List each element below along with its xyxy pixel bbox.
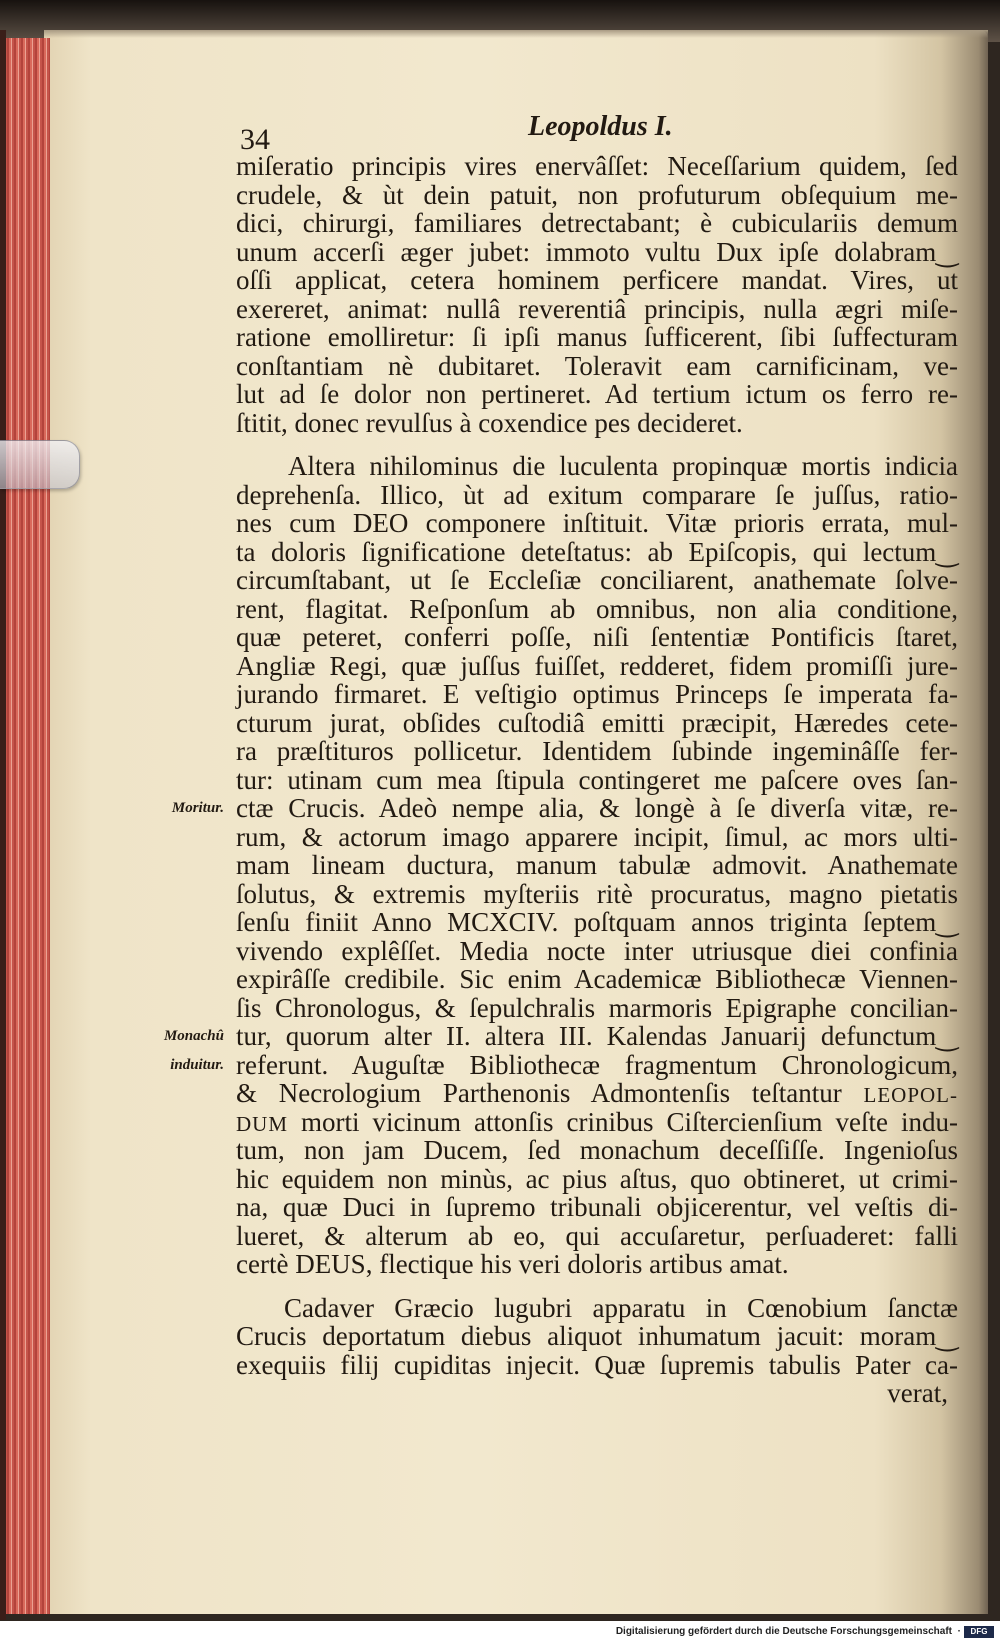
text-line-content: & Necrologium Parthenonis Admontenſis teſtantur xyxy=(236,1078,864,1108)
text-line: ra præſtituros pollicetur. Identidem ſubinde ingeminâſſe fer- xyxy=(236,736,958,766)
text-line: lueret, & alterum ab eo, qui accuſaretur, perſuaderet: falli xyxy=(236,1220,958,1251)
text-line: cturum jurat, obſides cuſtodiâ emitti præcipit, Hæredes cete- xyxy=(236,707,958,738)
text-line: Altera nihilominus die luculenta propinquæ mortis indicia xyxy=(288,451,958,481)
text-line: ſtitit, donec revulſus à coxendice pes decideret. xyxy=(236,407,743,438)
text-line: tum, non jam Ducem, ſed monachum deceſſiſſe. Ingenioſus xyxy=(236,1135,958,1165)
paragraph xyxy=(163,451,958,1279)
catchword: verat, xyxy=(887,1378,948,1408)
text-line: quæ peteret, conferri poſſe, niſi ſententiæ Pontificis ſtaret, xyxy=(236,622,958,652)
text-line: lut ad ſe dolor non pertineret. Ad tertium ictum os ferro re- xyxy=(236,379,958,409)
text-line-content: morti vicinum attonſis crinibus Ciſtercienſium veſte indu- xyxy=(288,1106,958,1137)
text-line: rum, & actorum imago apparere incipit, ſimul, ac mors ulti- xyxy=(236,821,958,852)
red-page-edge xyxy=(0,38,50,1614)
text-line: circumſtabant, ut ſe Eccleſiæ conciliarent, anathemate ſolve- xyxy=(236,565,958,595)
text-line: ratione emolliretur: ſi ipſi manus ſufficerent, ſibi ſuffecturam xyxy=(236,322,958,352)
text-line: mam lineam ductura, manum tabulæ admovit. Anathemate xyxy=(236,850,958,880)
paragraph xyxy=(236,152,958,437)
page-number: 34 xyxy=(240,123,270,156)
digitization-credit: Digitalisierung gefördert durch die Deutsche Forschungsgemeinschaft xyxy=(615,1626,952,1637)
text-line: na, quæ Duci in ſupremo tribunali objicerentur, vel veſtis di- xyxy=(236,1192,958,1222)
margin-note: Moritur. xyxy=(171,800,224,816)
text-line: exequiis filij cupiditas injecit. Quæ ſupremis tabulis Pater ca- xyxy=(236,1349,958,1380)
text-line: vivendo explêſſet. Media nocte inter utriusque diei confinia xyxy=(236,935,958,966)
plastic-clip xyxy=(0,440,80,489)
book-cover-edge xyxy=(0,30,6,1620)
running-head: Leopoldus I. xyxy=(528,111,673,142)
text-line: Angliæ Regi, quæ juſſus fuiſſet, redderet, fidem promiſſi jure- xyxy=(236,650,958,681)
text-line: Cadaver Græcio lugubri apparatu in Cœnobium ſanctæ xyxy=(284,1292,958,1323)
text-line-content: tur, quorum alter II. altera III. Kalendas Januarij defunctum‿ xyxy=(236,1021,958,1051)
body-text xyxy=(163,151,958,1408)
paragraph xyxy=(236,1294,958,1408)
text-line: ſolutus, & extremis myſteriis ritè procuratus, magno pietatis xyxy=(236,878,958,909)
text-line: hic equidem non minùs, ac pius aſtus, quo obtineret, ut crimi- xyxy=(236,1163,958,1194)
text-line: certè DEUS, flectique his veri doloris artibus amat. xyxy=(236,1249,789,1279)
small-caps-name: LEOPOL- xyxy=(863,1083,958,1107)
text-line: crudele, & ùt dein patuit, non profuturum obſequium me- xyxy=(236,179,958,210)
text-line: tur: utinam cum mea ſtipula contingeret me paſcere oves ſan- xyxy=(236,764,958,795)
text-line xyxy=(171,793,958,823)
text-line: jurando firmaret. E veſtigio optimus Princeps ſe imperata fa- xyxy=(236,679,958,709)
text-line: ſis Chronologus, & ſepulchralis marmoris Epigraphe concilian- xyxy=(236,992,958,1023)
text-line: conſtantiam nè dubitaret. Toleravit eam carnificinam, ve- xyxy=(236,350,958,381)
text-line: oſſi applicat, cetera hominem perficere mandat. Vires, ut xyxy=(236,265,958,295)
text-line: Crucis deportatum diebus aliquot inhumatum jacuit: moram‿ xyxy=(236,1321,958,1351)
text-line: ta doloris ſignificatione deteſtatus: ab Epiſcopis, qui lectum‿ xyxy=(236,536,958,567)
small-caps-name: DUM xyxy=(236,1111,289,1136)
text-line: nes cum DEO componere inſtituit. Vitæ prioris errata, mul- xyxy=(236,508,958,538)
text-line: unum accerſi æger jubet: immoto vultu Dux ipſe dolabram‿ xyxy=(236,236,958,267)
text-line-content: ctæ Crucis. Adeò nempe alia, & longè à ſe diverſa vitæ, re- xyxy=(236,793,958,823)
text-line: dici, chirurgi, familiares detrectabant; è cubiculariis demum xyxy=(236,208,958,238)
text-line: deprehenſa. Illico, ùt ad exitum comparare ſe juſſus, ratio- xyxy=(236,479,958,510)
text-line xyxy=(236,1079,958,1108)
text-line: rent, flagitat. Reſponſum ab omnibus, non alia conditione, xyxy=(236,593,958,624)
dfg-logo: DFG xyxy=(964,1626,994,1638)
margin-note: induitur. xyxy=(170,1056,224,1073)
footer-separator: · xyxy=(957,1626,961,1637)
text-line xyxy=(236,1108,958,1137)
text-line xyxy=(163,1021,958,1051)
text-line-content: referunt. Auguſtæ Bibliothecæ fragmentum Chronologicum, xyxy=(236,1049,958,1080)
text-line: ſenſu finiit Anno MCXCIV. poſtquam annos triginta ſeptem‿ xyxy=(236,907,958,937)
text-line: expirâſſe credibile. Sic enim Academicæ Bibliothecæ Viennen- xyxy=(236,964,958,994)
text-line xyxy=(170,1049,958,1080)
page-top-edge xyxy=(44,30,988,38)
margin-note: Monachû xyxy=(163,1028,224,1044)
digitization-footer xyxy=(0,1621,1000,1643)
text-line: exereret, animat: nullâ reverentiâ principis, nulla ægri miſe- xyxy=(236,293,958,324)
text-line: miſeratio principis vires enervâſſet: Neceſſarium quidem, ſed xyxy=(236,151,958,181)
